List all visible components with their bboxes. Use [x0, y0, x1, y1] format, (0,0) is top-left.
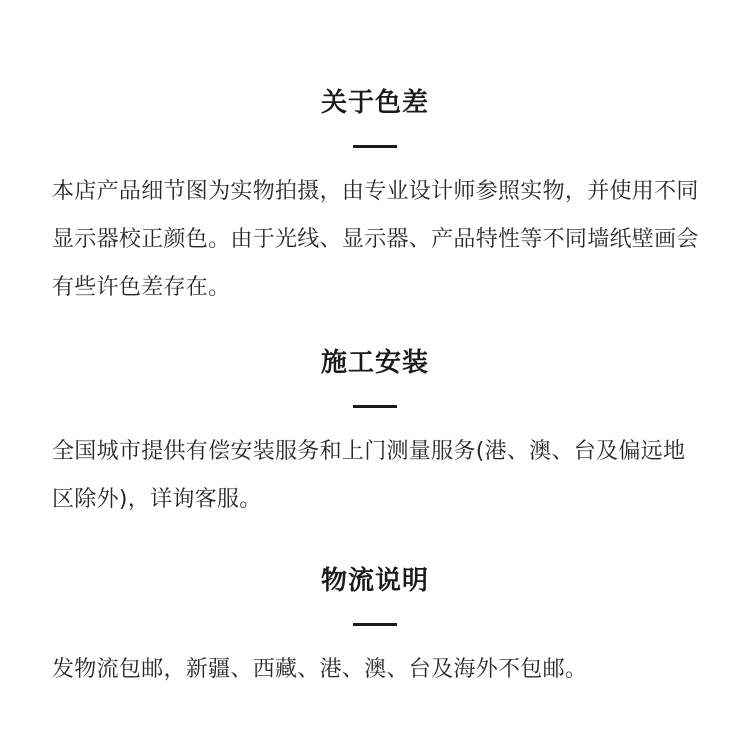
section-body-text: 本店产品细节图为实物拍摄，由专业设计师参照实物，并使用不同显示器校正颜色。由于光线、显示器、产品特性等不同墙纸壁画会有些许色差存在。: [52, 179, 699, 300]
title-divider: [353, 405, 397, 408]
section-body-text: 全国城市提供有偿安装服务和上门测量服务(港、澳、台及偏远地区除外)，详询客服。: [52, 439, 686, 512]
section-title: 物流说明: [320, 566, 429, 596]
section-title: 关于色差: [320, 88, 429, 118]
title-divider: [353, 623, 397, 626]
title-divider: [353, 145, 397, 148]
section-title: 施工安装: [320, 348, 429, 378]
section-body-text: 发物流包邮，新疆、西藏、港、澳、台及海外不包邮。: [52, 657, 588, 682]
